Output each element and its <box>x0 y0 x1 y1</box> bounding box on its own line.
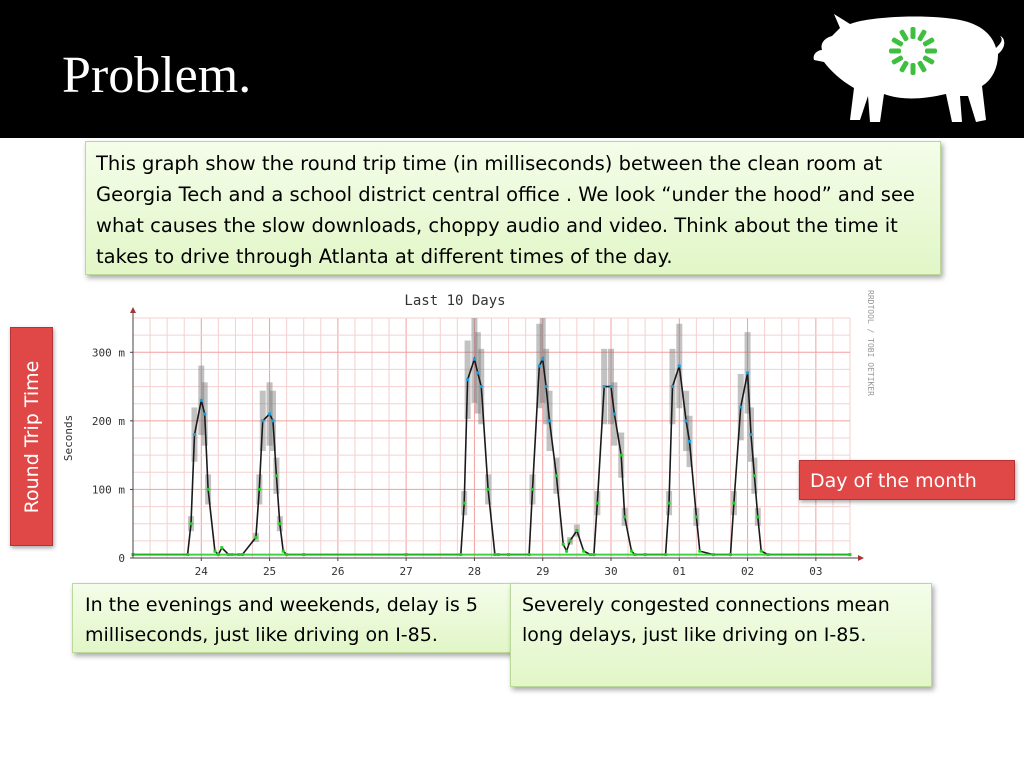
y-axis-callout-text: Round Trip Time <box>20 360 43 513</box>
data-point <box>493 553 496 556</box>
data-point <box>767 553 770 556</box>
chart-ylabel: Seconds <box>62 414 75 462</box>
data-point <box>633 553 636 556</box>
data-point <box>545 385 548 388</box>
data-point <box>712 553 715 556</box>
data-point <box>668 502 671 505</box>
data-point <box>271 419 274 422</box>
y-tick-label: 0 <box>118 552 125 565</box>
data-point <box>688 440 691 443</box>
data-point <box>849 553 852 556</box>
data-point <box>732 502 735 505</box>
x-tick-label: 02 <box>740 565 755 578</box>
data-point <box>473 358 476 361</box>
data-point <box>541 358 544 361</box>
data-point <box>261 419 264 422</box>
chart-watermark: RRDTOOL / TOBI OETIKER <box>866 290 875 396</box>
data-point <box>555 474 558 477</box>
data-point <box>463 502 466 505</box>
data-point <box>531 488 534 491</box>
data-point <box>254 536 257 539</box>
x-tick-label: 24 <box>194 565 208 578</box>
data-point <box>569 539 572 542</box>
data-point <box>596 502 599 505</box>
data-point <box>739 406 742 409</box>
data-point <box>695 515 698 518</box>
x-tick-label: 28 <box>467 565 482 578</box>
x-tick-label: 29 <box>536 565 550 578</box>
data-point <box>548 419 551 422</box>
data-point <box>278 522 281 525</box>
data-point <box>282 550 285 553</box>
data-point <box>623 515 626 518</box>
data-point <box>213 550 216 553</box>
pig-logo-icon <box>810 8 1010 133</box>
x-tick-label: 27 <box>399 565 413 578</box>
rtt-chart-svg <box>55 285 885 585</box>
data-point <box>698 550 701 553</box>
y-tick-label: 300 m <box>91 346 125 360</box>
data-point <box>664 553 667 556</box>
data-point <box>227 553 230 556</box>
data-point <box>466 378 469 381</box>
data-point <box>186 553 189 556</box>
y-axis-arrow <box>130 307 136 313</box>
data-point <box>507 553 510 556</box>
data-point <box>302 553 305 556</box>
y-tick-label: 100 m <box>91 483 125 497</box>
data-point <box>562 543 565 546</box>
x-tick-label: 30 <box>604 565 618 578</box>
slide-header <box>0 0 1024 138</box>
data-point <box>592 553 595 556</box>
data-point <box>285 553 288 556</box>
data-point <box>231 553 234 556</box>
rtt-chart <box>55 285 885 585</box>
data-point <box>613 413 616 416</box>
x-tick-label: 26 <box>331 565 345 578</box>
data-point <box>749 433 752 436</box>
data-point <box>497 553 500 556</box>
data-point <box>193 433 196 436</box>
data-point <box>729 553 732 556</box>
data-point <box>575 529 578 532</box>
x-tick-label: 01 <box>672 565 686 578</box>
x-axis-callout: Day of the month <box>799 460 1015 500</box>
data-point <box>190 522 193 525</box>
data-point <box>203 413 206 416</box>
data-point <box>480 385 483 388</box>
data-point <box>459 553 462 556</box>
data-point <box>753 474 756 477</box>
data-point <box>620 454 623 457</box>
data-point <box>476 371 479 374</box>
data-point <box>268 413 271 416</box>
data-point <box>630 550 633 553</box>
x-tick-label: 25 <box>262 565 277 578</box>
evening-note: In the evenings and weekends, delay is 5 milliseconds, just like driving on I-85. <box>72 583 516 653</box>
data-point <box>589 553 592 556</box>
data-point <box>405 553 408 556</box>
data-point <box>760 550 763 553</box>
data-point <box>746 371 749 374</box>
x-axis-arrow <box>858 555 864 561</box>
x-tick-label: 03 <box>809 565 823 578</box>
data-point <box>685 419 688 422</box>
data-point <box>538 365 541 368</box>
slide-title: Problem. <box>62 47 252 104</box>
data-point <box>241 553 244 556</box>
data-point <box>217 553 220 556</box>
y-axis-callout <box>10 327 53 546</box>
intro-note: This graph show the round trip time (in milliseconds) between the clean room at Georgia Tech and a school district central office . We look “under the hood” and see what causes the slow downloads, choppy audio and video. Think about the time it takes to drive through Atlanta at different times of the day. <box>85 141 941 275</box>
data-point <box>671 385 674 388</box>
data-point <box>678 365 681 368</box>
data-point <box>603 385 606 388</box>
data-point <box>275 474 278 477</box>
y-tick-label: 200 m <box>91 414 125 428</box>
data-point <box>644 553 647 556</box>
data-point <box>258 488 261 491</box>
data-point <box>528 553 531 556</box>
data-point <box>200 399 203 402</box>
data-point <box>207 488 210 491</box>
data-point <box>237 553 240 556</box>
data-point <box>565 550 568 553</box>
data-point <box>610 385 613 388</box>
chart-title: Last 10 Days <box>404 293 506 309</box>
data-point <box>487 488 490 491</box>
data-point <box>220 546 223 549</box>
congestion-note: Severely congested connections mean long delays, just like driving on I-85. <box>510 583 932 687</box>
data-point <box>756 515 759 518</box>
data-point <box>582 550 585 553</box>
